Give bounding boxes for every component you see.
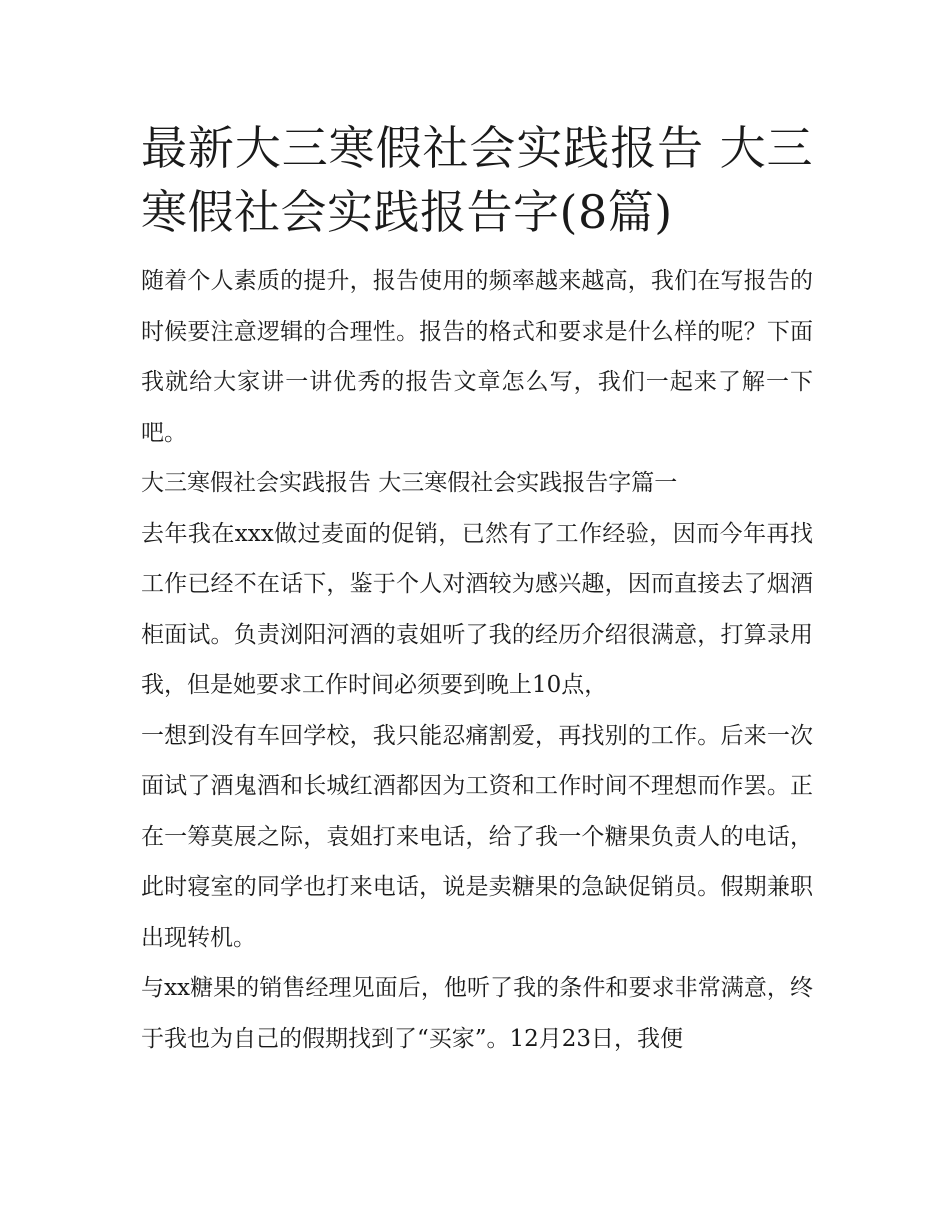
body-paragraph: 一想到没有车回学校，我只能忍痛割爱，再找别的工作。后来一次面试了酒鬼酒和长城红酒都因为工资和工作时间不理想而作罢。正在一筹莫展之际，袁姐打来电话，给了我一个糖果负责人的电话，此时寝室的同学也打来电话，说是卖糖果的急缺促销员。假期兼职出现转机。 — [141, 722, 813, 951]
section-heading: 大三寒假社会实践报告 大三寒假社会实践报告字篇一 — [141, 470, 678, 496]
document-title: 最新大三寒假社会实践报告 大三寒假社会实践报告字(8篇) — [141, 121, 813, 239]
body-paragraph: 与xx糖果的销售经理见面后，他听了我的条件和要求非常满意，终于我也为自己的假期找到了“买家”。12月23日，我便 — [141, 975, 813, 1052]
document-body — [141, 116, 813, 1064]
intro-paragraph: 随着个人素质的提升，报告使用的频率越来越高，我们在写报告的时候要注意逻辑的合理性。报告的格式和要求是什么样的呢？下面我就给大家讲一讲优秀的报告文章怎么写，我们一起来了解一下吧。 — [141, 268, 813, 446]
body-paragraph: 去年我在xxx做过麦面的促销，已然有了工作经验，因而今年再找工作已经不在话下，鉴于个人对酒较为感兴趣，因而直接去了烟酒柜面试。负责浏阳河酒的袁姐听了我的经历介绍很满意，打算录用我，但是她要求工作时间必须要到晚上10点， — [141, 520, 813, 698]
